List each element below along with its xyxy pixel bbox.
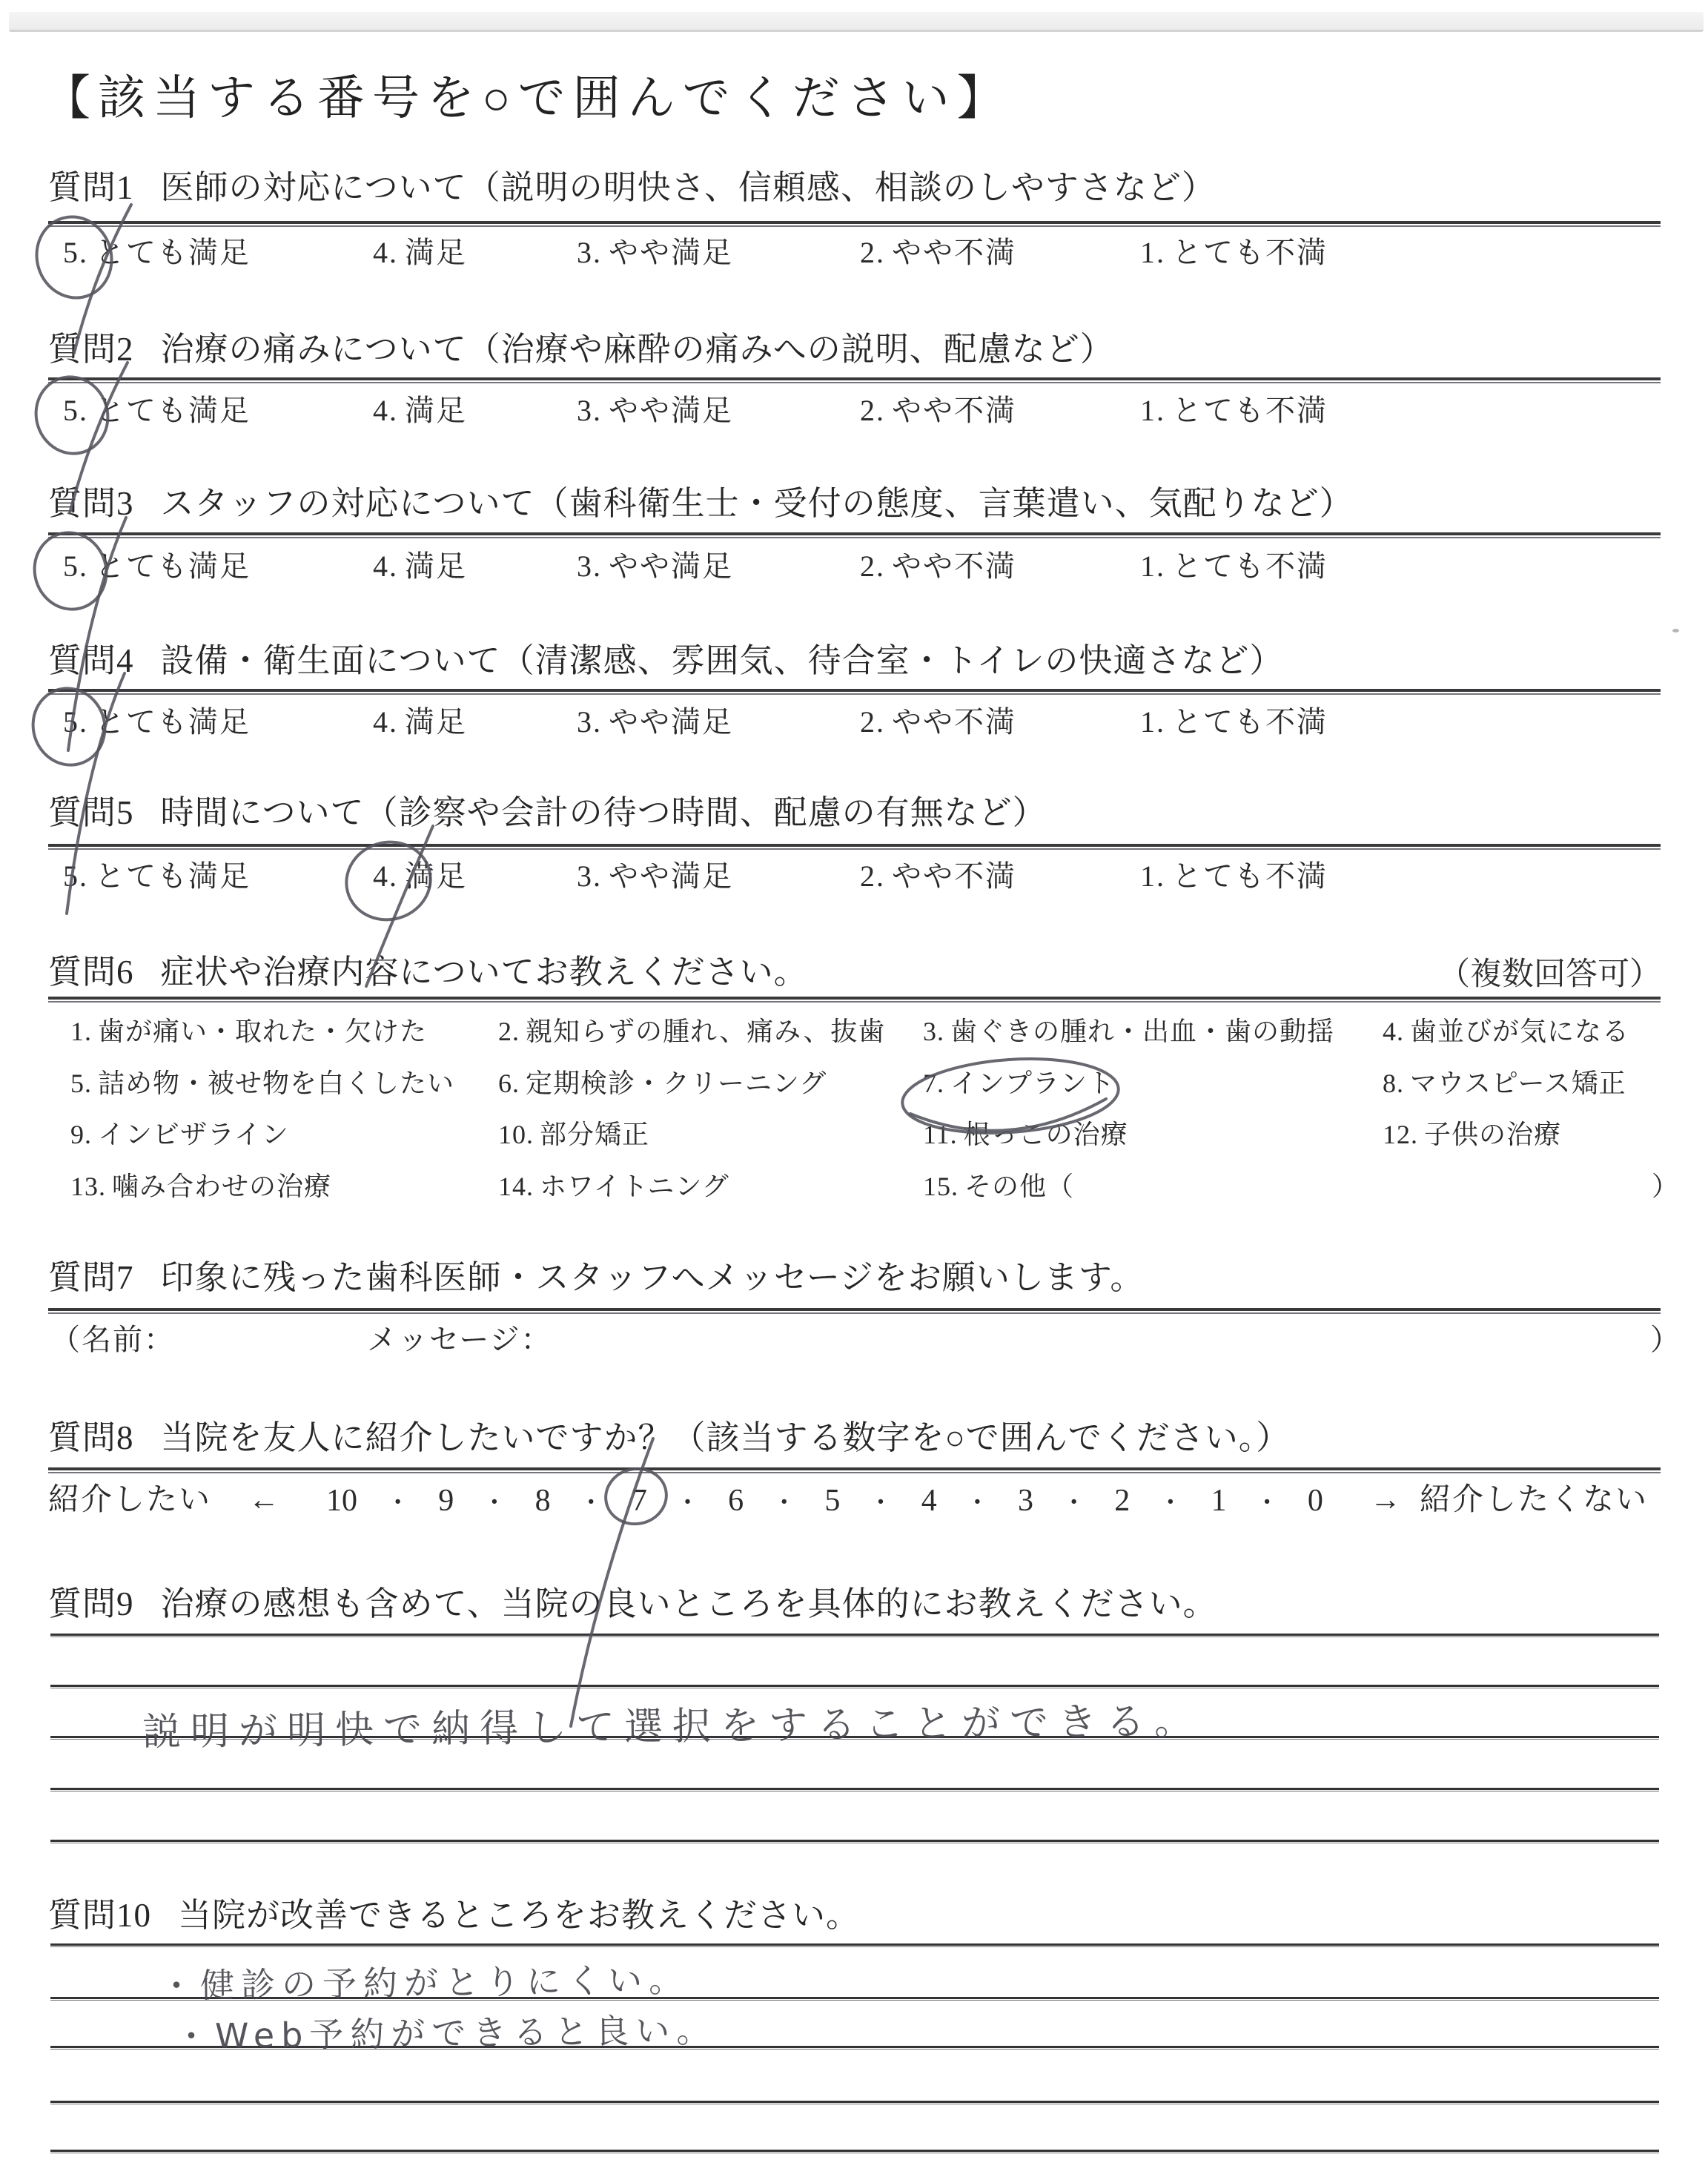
question-5-heading [48, 794, 1047, 833]
right-arrow-icon: → [1370, 1483, 1403, 1517]
question-7-heading [48, 1259, 1144, 1298]
nps-number: 2 [1114, 1483, 1131, 1518]
question-7-title: 印象に残った歯科医師・スタッフへメッセージをお願いします。 [160, 1259, 1145, 1296]
rating-option: 4. 満足 [373, 705, 467, 739]
question-4-id: 質問4 [48, 642, 134, 679]
nps-right-label: 紹介したくない [1420, 1483, 1649, 1517]
answer-ruled-line [50, 1943, 1659, 1947]
nps-number: 6 [728, 1483, 744, 1518]
symptom-option: 14. ホワイトニング [498, 1172, 729, 1201]
symptom-option: 4. 歯並びが気になる [1383, 1017, 1630, 1046]
dot-separator: ・ [675, 1490, 701, 1517]
question-6-heading [48, 954, 808, 992]
scan-dot-artifact [1672, 629, 1679, 633]
question-2-rule [48, 377, 1661, 383]
dot-separator: ・ [385, 1490, 411, 1517]
handwritten-answer-q10-line2: ・Web予約ができると良い。 [173, 2009, 718, 2057]
dot-separator: ・ [1254, 1490, 1280, 1517]
answer-ruled-line [50, 1840, 1659, 1843]
question-3-rule [48, 532, 1661, 538]
rating-option: 5. とても満足 [63, 859, 251, 893]
question-9-title: 治療の感想も含めて、当院の良いところを具体的にお教えください。 [160, 1585, 1217, 1622]
question-3-options-row [0, 549, 1708, 588]
symptom-option-selected: 7. インプラント [923, 1069, 1116, 1098]
symptom-option: 10. 部分矯正 [498, 1120, 650, 1149]
question-8-heading [48, 1419, 1290, 1458]
dot-separator: ・ [868, 1490, 894, 1517]
rating-option: 3. やや満足 [577, 859, 733, 893]
question-1-heading [48, 169, 1216, 208]
question-5-options-row [0, 859, 1708, 898]
question-3-heading [48, 485, 1354, 524]
symptom-option: 9. インビザライン [70, 1120, 289, 1149]
rating-option: 5. とても満足 [63, 394, 251, 427]
rating-option: 1. とても不満 [1140, 705, 1328, 739]
dot-separator: ・ [1061, 1490, 1087, 1517]
nps-number: 3 [1017, 1483, 1033, 1518]
dot-separator: ・ [1157, 1490, 1183, 1517]
rating-option: 1. とても不満 [1140, 859, 1328, 893]
answer-ruled-line [50, 2150, 1659, 2153]
symptom-option: 12. 子供の治療 [1383, 1120, 1562, 1149]
question-8-title: 当院を友人に紹介したいですか？（該当する数字を○で囲んでください。） [160, 1419, 1291, 1456]
question-3-title: スタッフの対応について（歯科衛生士・受付の態度、言葉遣い、気配りなど） [160, 485, 1354, 522]
page-title: 【該当する番号を○で囲んでください】 [43, 72, 1012, 125]
rating-option: 4. 満足 [373, 236, 467, 269]
question-9-heading [48, 1585, 1217, 1624]
question-5-title: 時間について（診察や会計の待つ時間、配慮の有無など） [160, 794, 1047, 831]
rating-option: 3. やや満足 [577, 549, 733, 583]
nps-number: 8 [534, 1483, 551, 1518]
answer-ruled-line [50, 1788, 1659, 1791]
nps-number-selected: 7 [631, 1483, 647, 1518]
question-6-id: 質問6 [48, 954, 134, 991]
rating-option: 1. とても不満 [1140, 549, 1328, 583]
rating-option: 5. とても満足 [63, 705, 251, 739]
rating-option: 5. とても満足 [63, 549, 251, 583]
question-7-id: 質問7 [48, 1259, 134, 1296]
question-1-options-row [0, 236, 1708, 274]
question-4-heading [48, 642, 1283, 681]
nps-number: 0 [1307, 1483, 1323, 1518]
question-10-title: 当院が改善できるところをお教えください。 [178, 1897, 861, 1934]
handwritten-answer-q10-line1: ・健診の予約がとりにくい。 [159, 1959, 690, 2007]
question-5-id: 質問5 [48, 794, 134, 831]
answer-ruled-line [50, 1634, 1659, 1637]
question-6-note: （複数回答可） [1438, 957, 1661, 992]
question-1-id: 質問1 [48, 169, 134, 206]
question-4-title: 設備・衛生面について（清潔感、雰囲気、待合室・トイレの快適さなど） [160, 642, 1284, 679]
question-6-rule [48, 997, 1661, 1003]
dot-separator: ・ [481, 1490, 507, 1517]
question-1-title: 医師の対応について（説明の明快さ、信頼感、相談のしやすさなど） [160, 169, 1216, 206]
question-4-rule [48, 689, 1661, 695]
nps-number: 5 [824, 1483, 841, 1518]
nps-number: 9 [438, 1483, 454, 1518]
symptom-option: 8. マウスピース矯正 [1383, 1069, 1626, 1098]
question-6-title: 症状や治療内容についてお教えください。 [160, 954, 808, 991]
question-9-id: 質問9 [48, 1585, 134, 1622]
question-7-rule [48, 1308, 1661, 1314]
handwritten-answer-q9: 説明が明快で納得して選択をすることができる。 [142, 1699, 1203, 1755]
question-10-id: 質問10 [48, 1897, 152, 1934]
nps-scale-row [326, 1482, 1323, 1519]
symptom-option-other: 15. その他（ [923, 1172, 1075, 1201]
question-1-rule [48, 221, 1661, 227]
question-8-id: 質問8 [48, 1419, 134, 1456]
nps-left-label: 紹介したい [48, 1483, 212, 1517]
question-2-options-row [0, 394, 1708, 432]
symptom-option: 1. 歯が痛い・取れた・欠けた [70, 1017, 428, 1046]
question-10-heading [48, 1897, 860, 1935]
answer-ruled-line [50, 2101, 1659, 2104]
rating-option: 4. 満足 [373, 859, 467, 893]
name-field-label: （名前： [50, 1323, 175, 1356]
other-close-paren: ） [1652, 1172, 1680, 1201]
rating-option: 4. 満足 [373, 549, 467, 583]
rating-option: 4. 満足 [373, 394, 467, 427]
dot-separator: ・ [964, 1490, 990, 1517]
rating-option: 3. やや満足 [577, 394, 733, 427]
question-2-title: 治療の痛みについて（治療や麻酔の痛みへの説明、配慮など） [160, 331, 1114, 368]
question-5-rule [48, 844, 1661, 850]
dot-separator: ・ [578, 1490, 604, 1517]
nps-number: 10 [326, 1483, 357, 1518]
nps-number: 4 [921, 1483, 937, 1518]
rating-option: 2. やや不満 [860, 236, 1016, 269]
answer-ruled-line [50, 1685, 1659, 1688]
question-2-heading [48, 331, 1114, 369]
question-7-answer-row [0, 1323, 1708, 1361]
rating-option: 2. やや不満 [860, 549, 1016, 583]
rating-option: 2. やや不満 [860, 859, 1016, 893]
scan-top-band [9, 12, 1704, 32]
question-8-rule [48, 1467, 1661, 1473]
left-arrow-icon: ← [248, 1483, 281, 1517]
answer-close-paren: ） [1650, 1323, 1681, 1356]
symptom-option: 13. 噛み合わせの治療 [70, 1172, 332, 1201]
rating-option: 3. やや満足 [577, 705, 733, 739]
rating-option: 2. やや不満 [860, 394, 1016, 427]
rating-option: 1. とても不満 [1140, 394, 1328, 427]
question-2-id: 質問2 [48, 331, 134, 368]
symptom-option: 3. 歯ぐきの腫れ・出血・歯の動揺 [923, 1017, 1335, 1046]
message-field-label: メッセージ： [367, 1323, 552, 1356]
rating-option: 2. やや不満 [860, 705, 1016, 739]
symptom-option: 11. 根っこの治療 [923, 1120, 1128, 1149]
rating-option: 1. とても不満 [1140, 236, 1328, 269]
question-3-id: 質問3 [48, 485, 134, 522]
question-4-options-row [0, 705, 1708, 744]
symptom-option: 5. 詰め物・被せ物を白くしたい [70, 1069, 455, 1098]
rating-option: 3. やや満足 [577, 236, 733, 269]
dot-separator: ・ [771, 1490, 797, 1517]
symptom-option: 2. 親知らずの腫れ、痛み、抜歯 [498, 1017, 886, 1046]
rating-option: 5. とても満足 [63, 236, 251, 269]
symptom-option: 6. 定期検診・クリーニング [498, 1069, 827, 1098]
nps-number: 1 [1211, 1483, 1227, 1518]
